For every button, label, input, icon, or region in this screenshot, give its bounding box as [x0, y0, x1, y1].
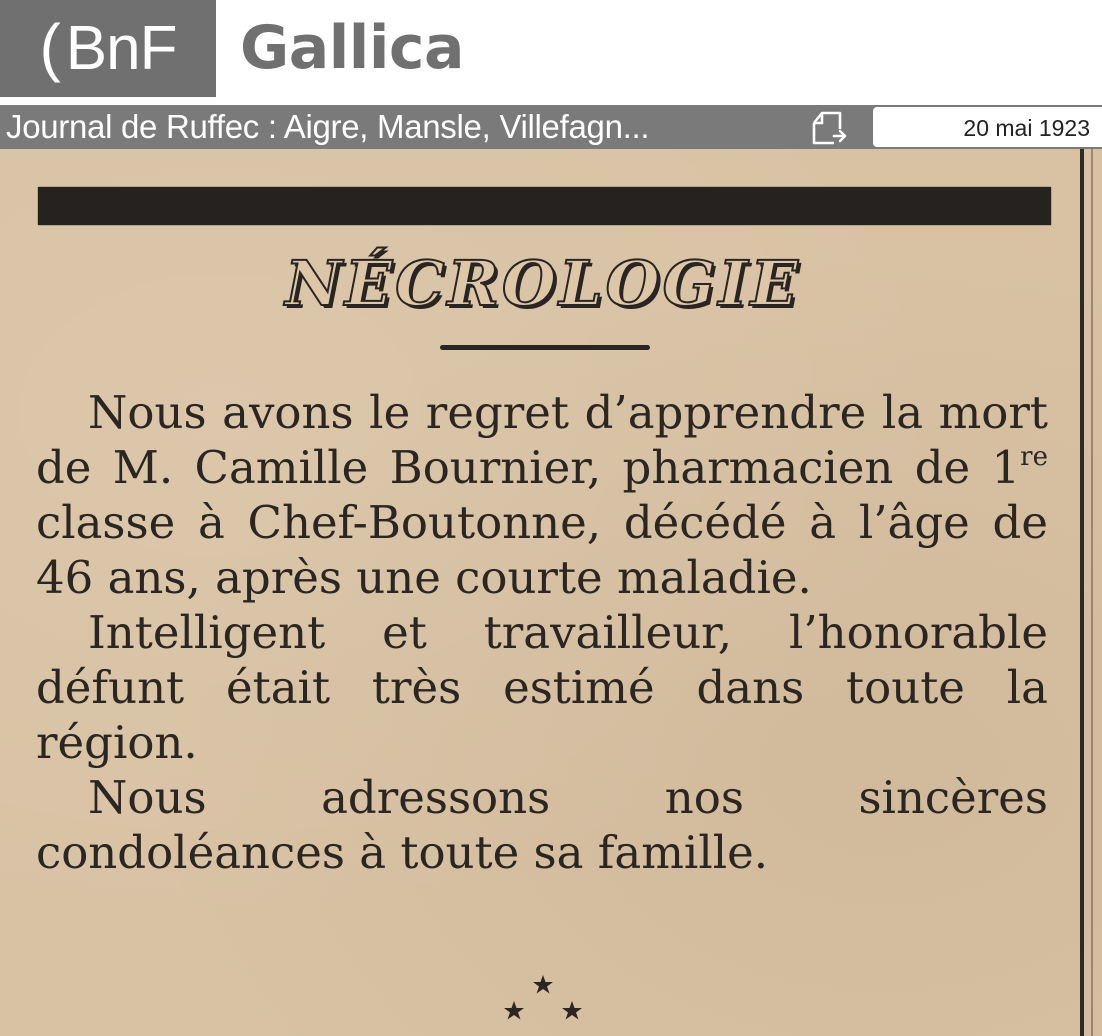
newspaper-scan — [0, 149, 1102, 1036]
paragraph-3: Nous adressons nos sincères condoléances à toute sa famille. — [36, 771, 1048, 879]
bnf-logo[interactable] — [0, 0, 216, 97]
paragraph-1-text: Nous avons le regret d’apprendre la mort de M. Camille Bournier, pharmacien de 1 — [36, 386, 1048, 494]
ordinal-superscript: re — [1020, 442, 1048, 472]
heading-underline — [440, 345, 650, 350]
column-rule-secondary — [1091, 149, 1093, 1036]
article-body — [36, 385, 1048, 880]
document-share-icon[interactable] — [808, 109, 848, 147]
header — [0, 0, 1102, 97]
issue-date-text: 20 mai 1923 — [963, 115, 1090, 141]
issue-date[interactable] — [873, 107, 1102, 147]
paragraph-2: Intelligent et travailleur, l’honorable défunt était très estimé dans toute la région. — [36, 606, 1048, 769]
gallica-logo[interactable]: Gallica — [240, 13, 464, 83]
journal-title[interactable]: Journal de Ruffec : Aigre, Mansle, Villefagn... — [6, 108, 650, 145]
asterism-icon — [498, 971, 588, 1031]
logo-bracket: ( — [39, 10, 60, 83]
header-separator — [0, 97, 1102, 105]
logo-text: BnF — [65, 14, 177, 83]
article-heading: NÉCROLOGIE — [285, 247, 801, 320]
paragraph-1-text-cont: classe à Chef-Boutonne, décédé à l’âge de 46 ans, après une courte maladie. — [36, 496, 1048, 604]
paragraph-1 — [36, 385, 1048, 605]
section-rule-bar — [38, 187, 1051, 225]
